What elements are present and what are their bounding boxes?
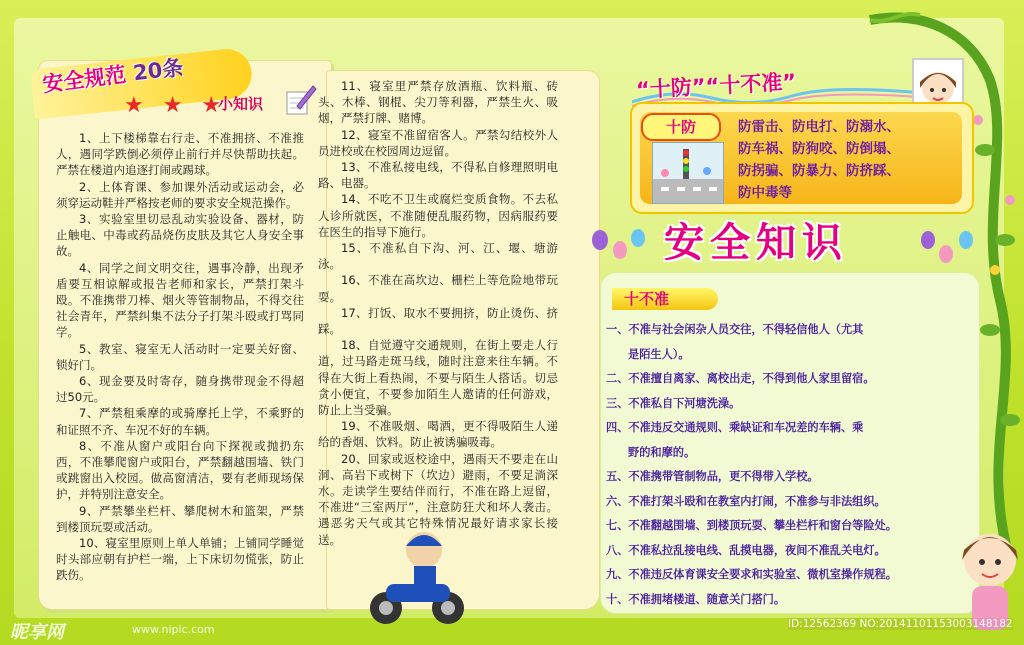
prohibition-line: 二、不准擅自离家、离校出走，不得到他人家里留宿。 — [606, 372, 875, 385]
prohibition-line: 九、不准违反体育课安全要求和实验室、微机室操作规程。 — [606, 568, 897, 581]
watermark-logo: 昵享网 — [10, 622, 64, 643]
street-illustration — [652, 142, 724, 204]
ten-rules-header: “十防”“十不准” — [635, 69, 797, 103]
rule-item: 15、不准私自下沟、河、江、堰、塘游泳。 — [318, 241, 558, 272]
rule-item: 19、不准吸烟、喝酒，更不得吸陌生人递给的香烟、饮料。防止被诱骗吸毒。 — [318, 419, 558, 450]
rule-item: 10、寝室里原则上单人单铺；上铺同学睡觉时头部应朝有护栏一端，上下床切勿慌张，防止跌伤。 — [56, 536, 304, 583]
prohibition-line: 五、不准携带管制物品，更不得带入学校。 — [606, 470, 819, 483]
safety-knowledge-title: 安全知识 — [664, 220, 848, 266]
girl-cartoon-icon — [950, 520, 1024, 630]
rule-item: 2、上体育课、参加课外活动或运动会，必须穿运动鞋并严格按老师的要求安全规范操作。 — [56, 179, 304, 210]
rules-column-2 — [318, 78, 558, 548]
rule-item: 20、回家或返校途中，遇雨天不要走在山洞、高岩下或树下（坎边）避雨，不要足淌深水。走读学生要结伴而行，不准在路上逗留，不准进“三室两厅”，注意防狂犬和坏人袭击。遇恶劣天气或其它特殊情况最好请求家长接送。 — [318, 451, 558, 547]
prohibition-line: 一、不准与社会闲杂人员交往，不得轻信他人（尤其 — [606, 323, 864, 336]
pencil-icon — [283, 82, 317, 116]
ten-precautions-list — [738, 116, 958, 204]
rule-item: 13、不准私接电线，不得私自修理照明电路、电器。 — [318, 160, 558, 191]
prohibition-line: 六、不准打架斗殴和在教室内打闹，不准参与非法组织。 — [606, 494, 886, 508]
ten-prohibitions-tag: 十不准 — [612, 288, 718, 310]
prohibition-line: 八、不准私拉乱接电线、乱摸电器，夜间不准乱关电灯。 — [606, 543, 886, 557]
stars-decoration: ★ ★ ★ — [124, 93, 228, 118]
precaution-line: 防拐骗、防暴力、防挤踩、 — [738, 163, 900, 179]
prohibition-line: 四、不准违反交通规则、乘缺证和车况差的车辆、乘 — [606, 421, 864, 434]
rule-item: 3、实验室里切忌乱动实验设备、器材，防止触电、中毒或药品烧伤皮肤及其它人身安全事故。 — [56, 212, 304, 259]
left-title-text: 安全规范 — [41, 61, 135, 97]
precaution-line: 防雷击、防电打、防溺水、 — [738, 119, 900, 135]
watermark-id: ID:12562369 NO:20141101153003148182 — [788, 618, 1013, 630]
rule-item: 1、上下楼梯靠右行走、不准拥挤、不准推人，遇同学跌倒必须停止前行并尽快帮助扶起。严禁在楼道内追逐打闹或踢球。 — [56, 131, 304, 178]
rule-item: 16、不准在高坎边、栅栏上等危险地带玩耍。 — [318, 273, 558, 304]
ten-precautions-tag: 十防 — [641, 113, 721, 141]
rule-item: 11、寝室里严禁存放酒瓶、饮料瓶、砖头、木棒、钢棍、尖刀等利器，严禁生火、吸烟，严禁打牌、赌博。 — [318, 79, 558, 126]
rule-item: 14、不吃不卫生或腐烂变质食物。不去私人诊所就医，不准随便乱服药物，因病服药要在医生的指导下施行。 — [318, 192, 558, 239]
rule-item: 6、现金要及时寄存，随身携带现金不得超过50元。 — [56, 374, 304, 405]
rules-column-1 — [56, 130, 304, 584]
rule-item: 18、自觉遵守交通规则，在街上要走人行道，过马路走斑马线，随时注意来往车辆。不得在大街上看热闹，不要与陌生人搭话。切忌贪小便宜，不要参加陌生人邀请的任何游戏，防止上当受骗。 — [318, 338, 558, 418]
watermark-url: www.nipic.com — [132, 623, 215, 636]
precaution-line: 防车祸、防狗咬、防倒塌、 — [738, 141, 900, 157]
left-title-count: 20条 — [131, 55, 185, 86]
police-motorcycle-icon — [366, 528, 470, 628]
rule-item: 7、严禁租乘摩的或骑摩托上学，不乘野的和证照不齐、车况不好的车辆。 — [56, 406, 304, 437]
prohibition-line: 七、不准翻越围墙、到楼顶玩耍、攀坐栏杆和窗台等险处。 — [606, 519, 897, 532]
rule-item: 12、寝室不准留宿客人。严禁勾结校外人员进校或在校园周边逗留。 — [318, 127, 558, 158]
prohibition-line: 是陌生人）。 — [628, 347, 690, 361]
precaution-line: 防中毒等 — [738, 185, 792, 201]
rule-item: 9、严禁攀坐栏杆、攀爬树木和篮架，严禁到楼顶玩耍或活动。 — [56, 503, 304, 534]
prohibition-line: 野的和摩的。 — [628, 445, 696, 459]
prohibition-line: 十、不准拥堵楼道、随意关门搭门。 — [606, 592, 786, 606]
prohibition-line: 三、不准私自下河塘洗澡。 — [606, 396, 741, 410]
mini-knowledge-label: 小知识 — [218, 95, 264, 113]
rule-item: 17、打饭、取水不要拥挤，防止烫伤、挤踩。 — [318, 305, 558, 337]
ten-prohibitions-list — [606, 318, 978, 612]
rule-item: 4、同学之间文明交往，遇事冷静，出现矛盾要互相谅解或报告老师和家长，严禁打架斗殴。不准携带刀棒、烟火等管制物品，不得交往社会青年，严禁纠集不法分子打架斗殴或打骂同学。 — [56, 260, 304, 340]
rule-item: 8、不准从窗户或阳台向下探视或抛扔东西，不准攀爬窗户或阳台，严禁翻越围墙、铁门或跳窗出入校园。做高窗清洁，要有老师现场保护，并特别注意安全。 — [56, 438, 304, 502]
rule-item: 5、教室、寝室无人活动时一定要关好窗、锁好门。 — [56, 341, 304, 372]
